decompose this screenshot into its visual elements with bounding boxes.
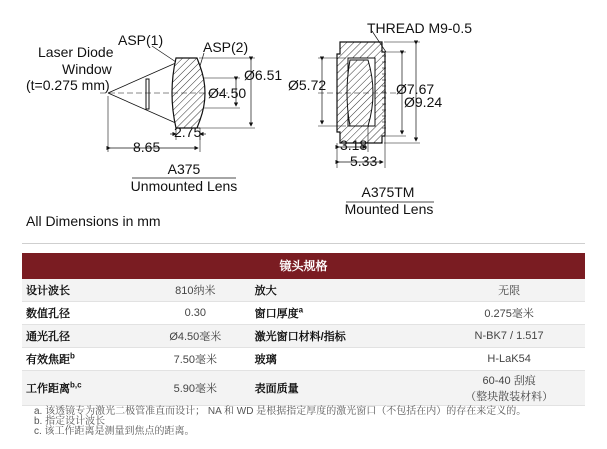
footnote-marker: b,c [70, 380, 82, 390]
footnote-c: c. 该工作距离是测量到焦点的距离。 [34, 426, 195, 437]
laser-label-line3: (t=0.275 mm) [26, 77, 110, 93]
dim-od-label: Ø6.51 [244, 67, 283, 83]
spec-label: 窗口厚度$^a$ [251, 302, 434, 325]
spec-label: 有效焦距$^b$ [22, 348, 140, 371]
table-row [22, 302, 585, 325]
a375-caption: Unmounted Lens [130, 178, 238, 194]
asp2-label: ASP(2) [203, 39, 249, 55]
dim-572-label: Ø5.72 [288, 77, 327, 93]
spec-table-title: 镜头规格 [22, 253, 585, 279]
a375-unmounted-drawing [26, 32, 282, 194]
spec-value: 0.30 [140, 302, 251, 325]
spec-value-line2: （整块散装材料） [465, 391, 554, 403]
dim-533-label: 5.33 [350, 153, 378, 169]
spec-label: 通光孔径 [22, 325, 140, 348]
spec-value [433, 371, 585, 406]
asp1-label: ASP(1) [118, 32, 164, 48]
spec-value: 5.90毫米 [140, 371, 251, 406]
footnotes [34, 407, 526, 437]
spec-label: 设计波长 [22, 279, 140, 302]
thread-label: THREAD M9-0.5 [367, 20, 473, 36]
footnote-b: b. 指定设计波长 [34, 416, 106, 427]
dim-767-label: Ø7.67 [396, 81, 435, 97]
laser-label-line1: Laser Diode [38, 44, 114, 60]
spec-label: 数值孔径 [22, 302, 140, 325]
table-row [22, 279, 585, 302]
dim-ca-label: Ø4.50 [208, 85, 247, 101]
spec-value: Ø4.50毫米 [140, 325, 251, 348]
table-row [22, 325, 585, 348]
dim-275-label: 2.75 [174, 124, 202, 140]
spec-value: 7.50毫米 [140, 348, 251, 371]
table-row [22, 371, 585, 406]
spec-value: 无限 [433, 279, 585, 302]
laser-label-line2: Window [62, 61, 112, 77]
a375tm-mounted-drawing [288, 20, 472, 217]
footnote-marker: a [298, 305, 304, 315]
spec-label: 工作距离$^{b,c}$ [22, 371, 140, 406]
spec-value-line1: 60-40 刮痕 [482, 375, 536, 387]
footnote-a: a. 该透镜专为激光二极管准直而设计； NA 和 WD 是根据指定厚度的激光窗口（不包括在内）的存在来定义的。 [34, 406, 527, 417]
dim-865-label: 8.65 [133, 139, 161, 155]
dimensions-note: All Dimensions in mm [26, 213, 161, 229]
divider [22, 243, 585, 244]
spec-value: 0.275毫米 [433, 302, 585, 325]
table-row [22, 348, 585, 371]
spec-table-body [22, 279, 585, 406]
lens-spec-table [22, 253, 585, 406]
dim-318-label: 3.18 [340, 137, 368, 153]
spec-label: 玻璃 [251, 348, 434, 371]
a375tm-caption: Mounted Lens [344, 201, 434, 217]
spec-label: 激光窗口材料/指标 [251, 325, 434, 348]
a375tm-model-label: A375TM [361, 184, 415, 200]
laser-window-shape [146, 79, 149, 109]
spec-value: 810纳米 [140, 279, 251, 302]
spec-value: H-LaK54 [433, 348, 585, 371]
spec-value: N-BK7 / 1.517 [433, 325, 585, 348]
spec-label: 表面质量 [251, 371, 434, 406]
a375-model-label: A375 [167, 161, 201, 177]
dim-924-label: Ø9.24 [404, 94, 443, 110]
footnote-marker: b [70, 351, 75, 361]
spec-label: 放大 [251, 279, 434, 302]
